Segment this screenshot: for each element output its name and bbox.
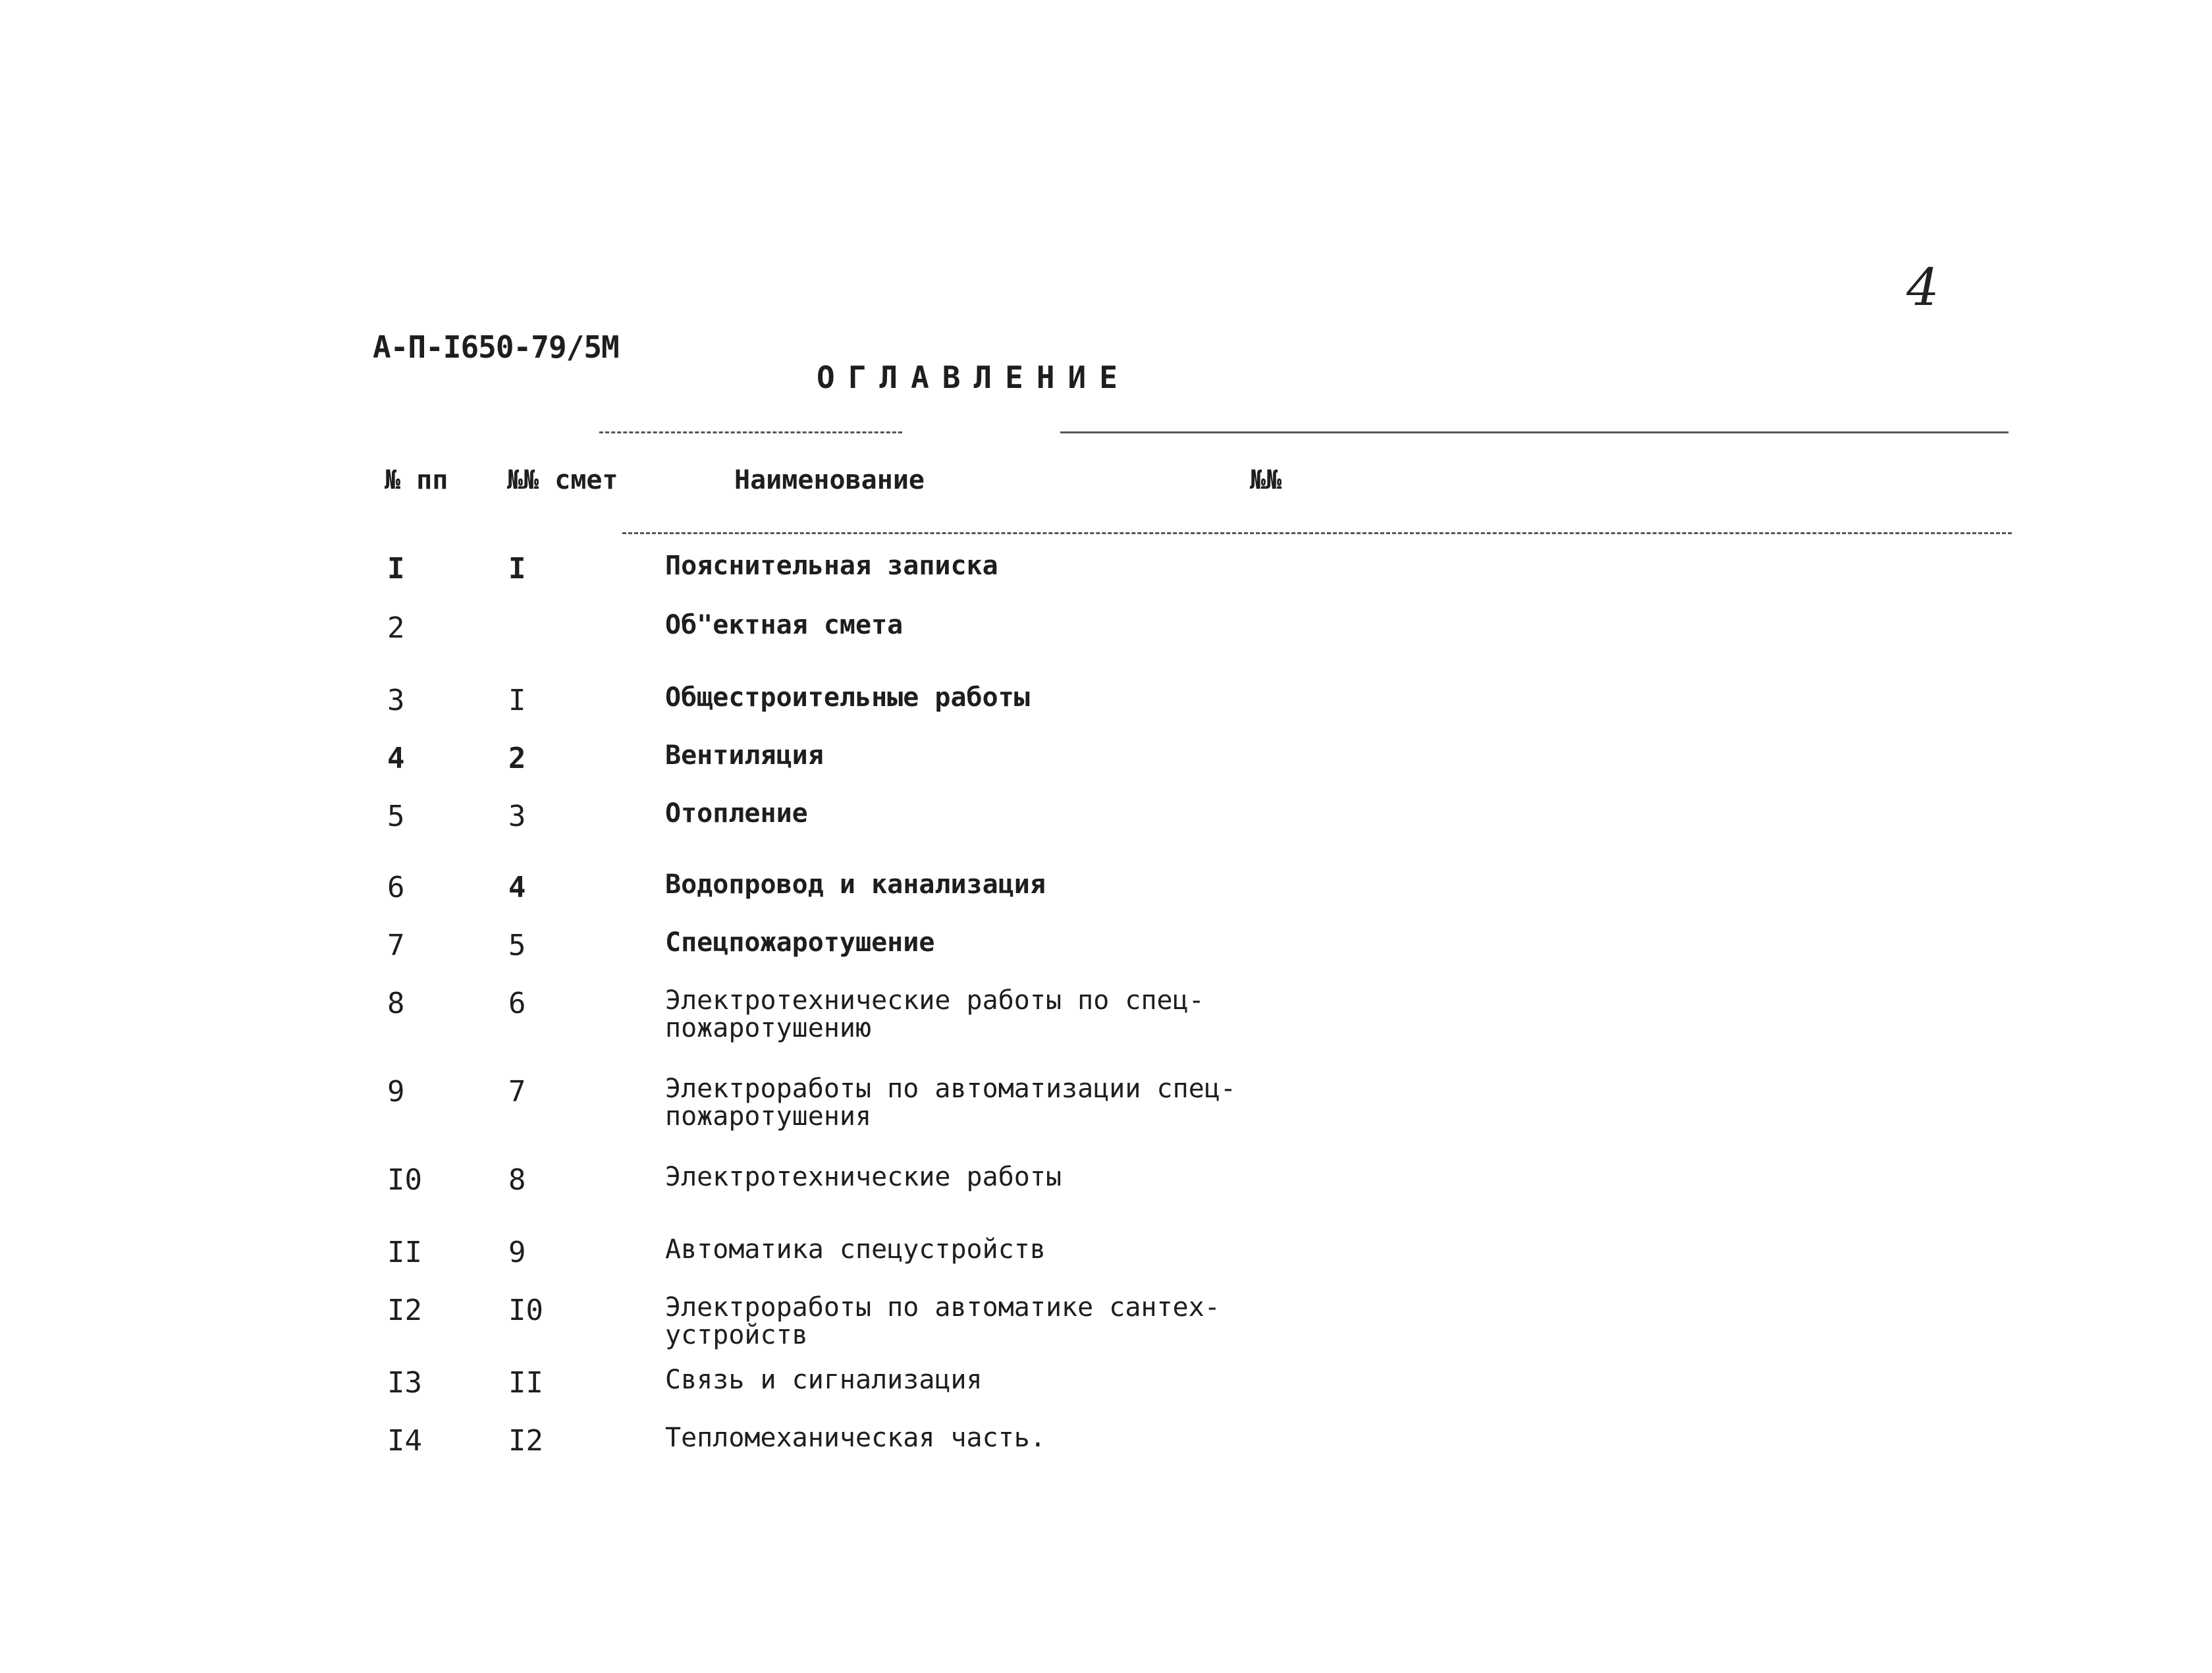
- row-name: Связь и сигнализация: [665, 1365, 983, 1395]
- row-name: Электроработы по автоматике сантех- устройств: [665, 1292, 1220, 1350]
- row-name: Общестроительные работы: [665, 682, 1030, 713]
- row-name: Пояснительная записка: [665, 551, 998, 581]
- row-name: Отопление: [665, 798, 808, 829]
- row-name: Об"ектная смета: [665, 610, 904, 640]
- row-number: I0: [387, 1163, 422, 1197]
- row-estimate-number: 6: [508, 987, 526, 1020]
- row-name: Электротехнические работы по спец- пожаротушению: [665, 985, 1204, 1043]
- row-number: 6: [387, 871, 405, 904]
- row-number: I3: [387, 1366, 422, 1400]
- row-number: 2: [387, 611, 405, 645]
- row-estimate-number: 2: [508, 742, 526, 775]
- row-estimate-number: 4: [508, 871, 526, 904]
- row-number: 7: [387, 929, 405, 962]
- header-number: № пп: [385, 465, 448, 495]
- header-bottom-rule: [622, 532, 2012, 534]
- row-estimate-number: I2: [508, 1424, 543, 1458]
- row-number: 5: [387, 800, 405, 833]
- row-number: 8: [387, 987, 405, 1020]
- row-name: Электроработы по автоматизации спец- пожаротушения: [665, 1074, 1236, 1132]
- row-estimate-number: I: [508, 684, 526, 717]
- row-estimate-number: 5: [508, 929, 526, 962]
- row-number: I4: [387, 1424, 422, 1458]
- row-name: Электротехнические работы: [665, 1162, 1062, 1192]
- page-number: 4: [1906, 258, 1939, 317]
- document-code: А-П-I650-79/5М: [373, 329, 619, 365]
- row-number: 4: [387, 742, 405, 775]
- page-title: ОГЛАВЛЕНИЕ: [817, 360, 1131, 395]
- header-name: Наименование: [734, 465, 925, 495]
- header-top-rule-left: [599, 431, 902, 433]
- row-number: I: [387, 552, 405, 586]
- row-number: II: [387, 1236, 422, 1269]
- row-estimate-number: I: [508, 552, 526, 586]
- row-name: Вентиляция: [665, 740, 824, 771]
- row-number: 9: [387, 1075, 405, 1109]
- header-estimate-number: №№ смет: [507, 465, 618, 495]
- row-name: Спецпожаротушение: [665, 927, 935, 958]
- row-name: Водопровод и канализация: [665, 869, 1046, 900]
- row-number: I2: [387, 1294, 422, 1327]
- header-top-rule-right: [1060, 431, 2009, 433]
- row-estimate-number: II: [508, 1366, 543, 1400]
- row-number: 3: [387, 684, 405, 717]
- row-estimate-number: 8: [508, 1163, 526, 1197]
- row-estimate-number: 3: [508, 800, 526, 833]
- row-estimate-number: I0: [508, 1294, 543, 1327]
- row-name: Тепломеханическая часть.: [665, 1423, 1046, 1453]
- row-estimate-number: 7: [508, 1075, 526, 1109]
- row-estimate-number: 9: [508, 1236, 526, 1269]
- row-name: Автоматика спецустройств: [665, 1234, 1046, 1265]
- header-sheets: №№: [1250, 465, 1282, 495]
